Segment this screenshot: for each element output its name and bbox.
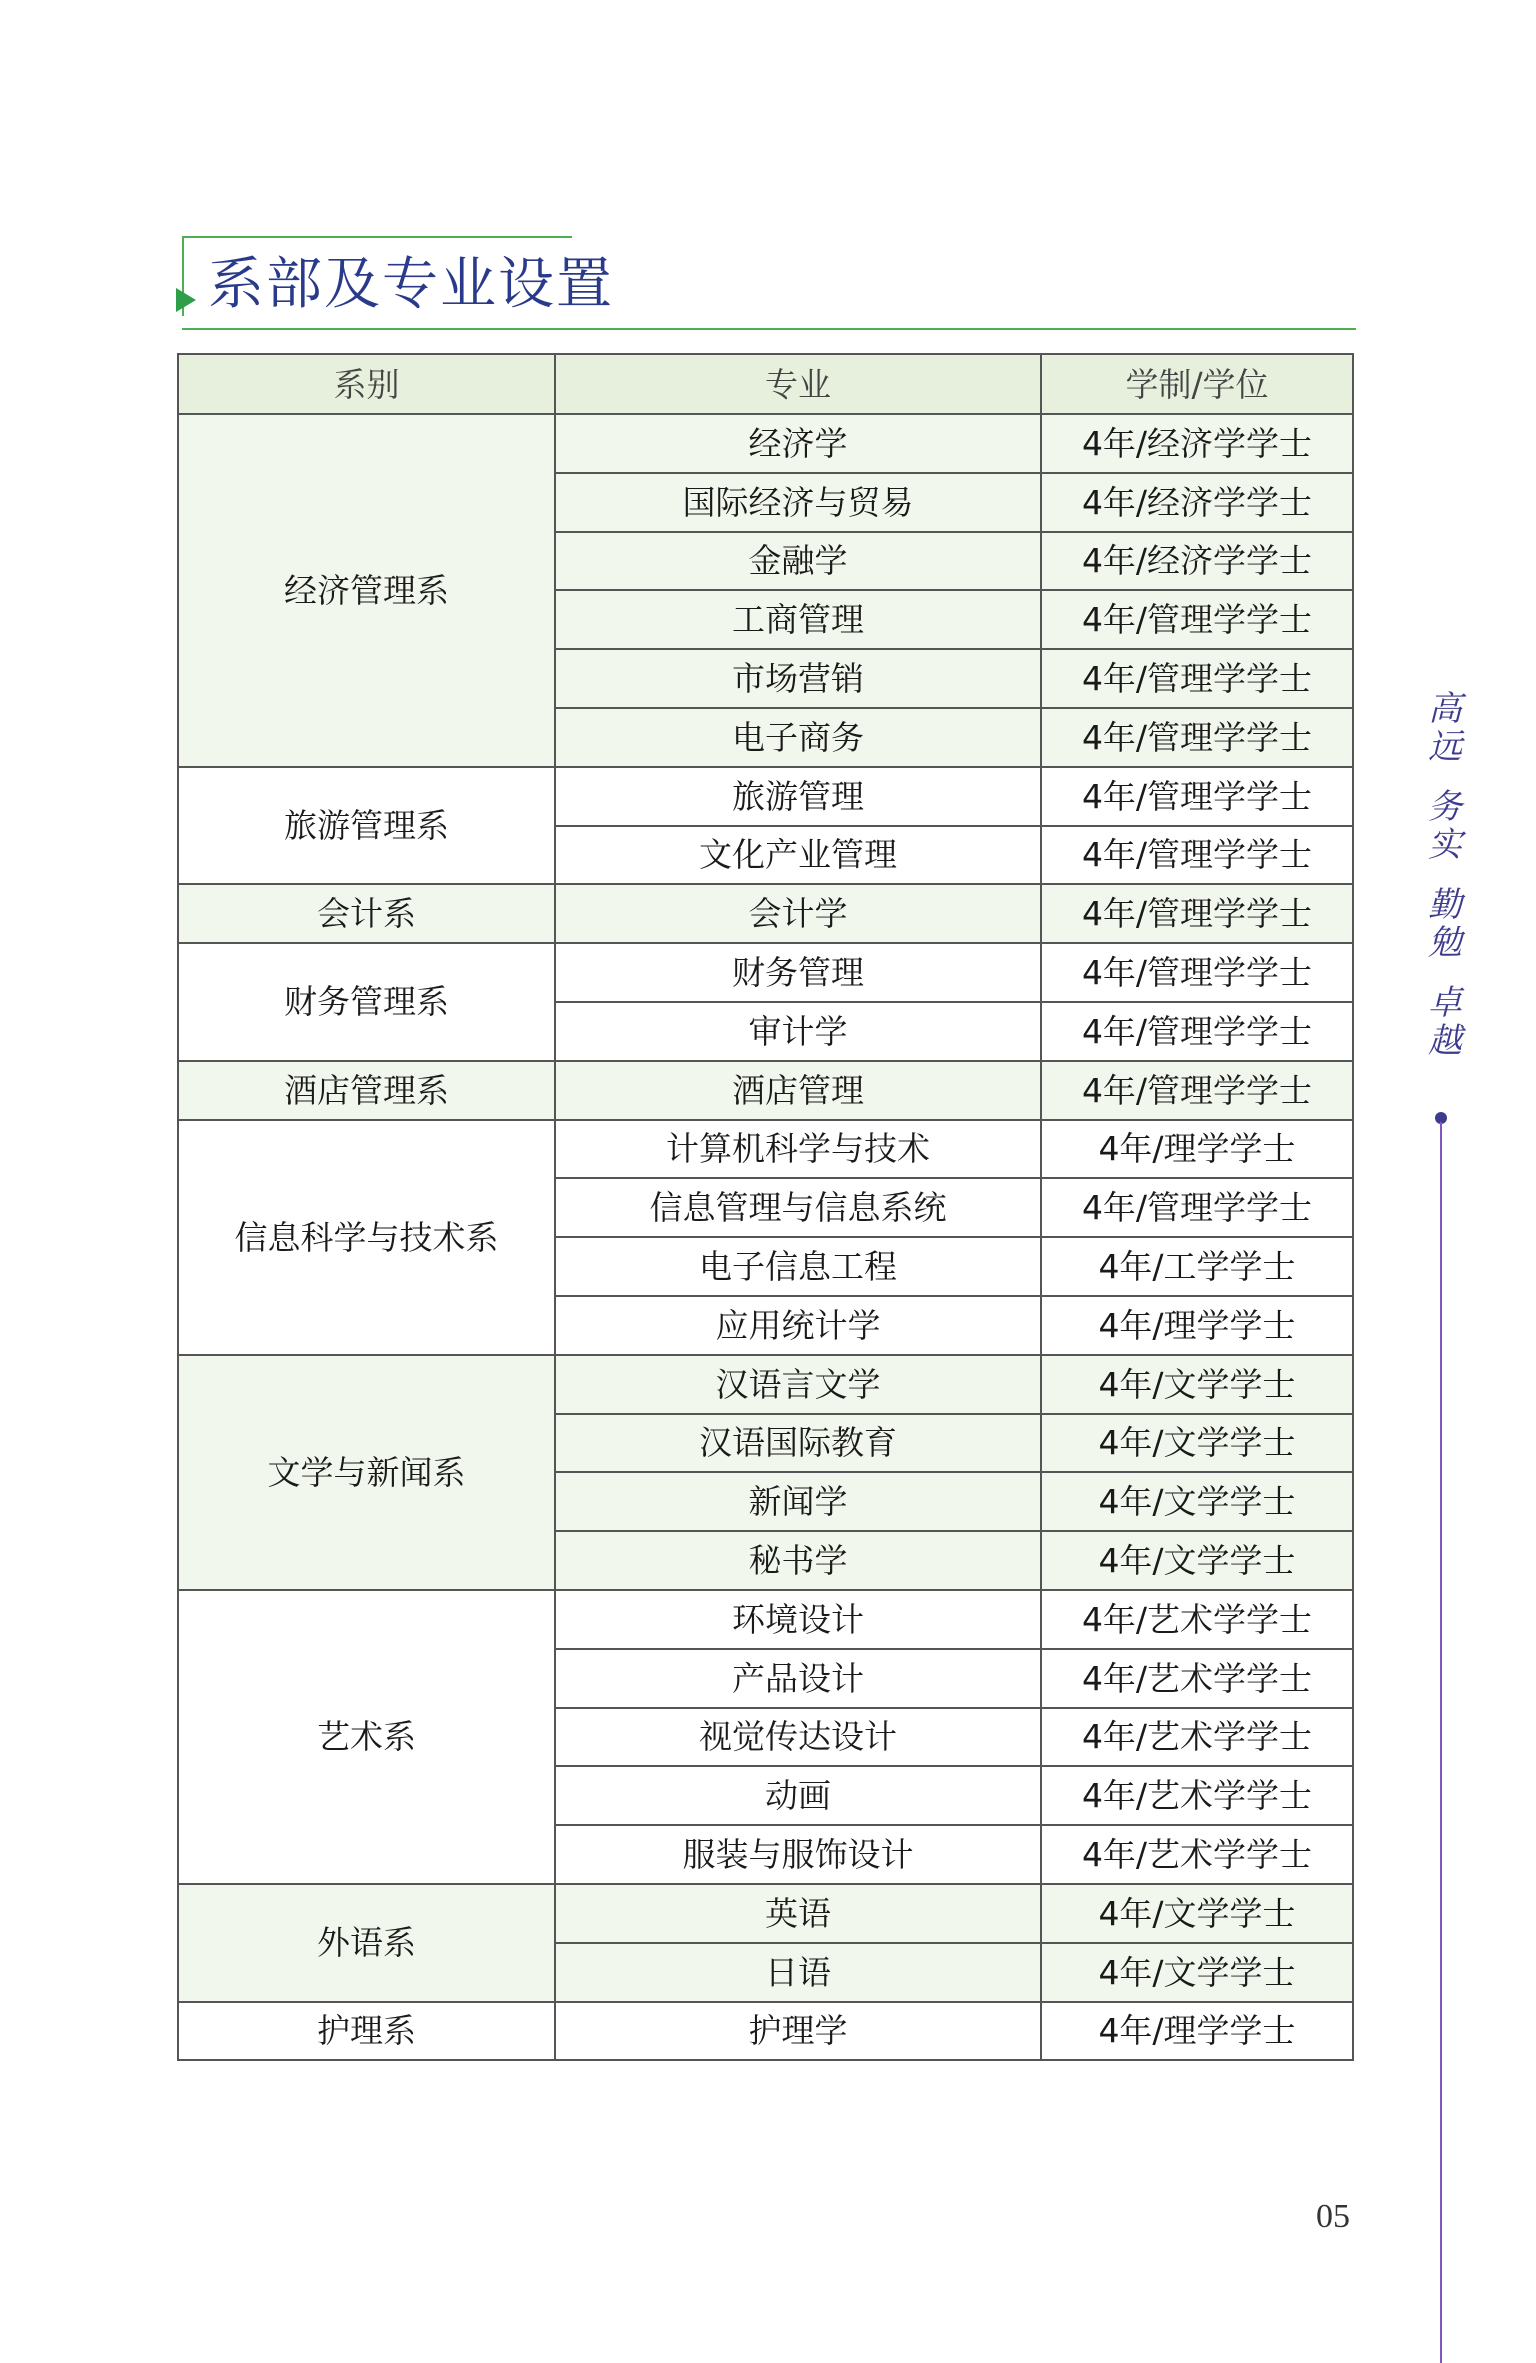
- degree-cell: 4年/管理学学士: [1041, 1178, 1353, 1237]
- major-cell: 汉语国际教育: [555, 1414, 1041, 1473]
- major-cell: 工商管理: [555, 590, 1041, 649]
- degree-cell: 4年/艺术学学士: [1041, 1825, 1353, 1884]
- majors-table: [177, 353, 1354, 2061]
- table-row: [178, 1061, 1353, 1120]
- degree-cell: 4年/管理学学士: [1041, 1061, 1353, 1120]
- dept-cell: 艺术系: [178, 1590, 555, 1884]
- major-cell: 审计学: [555, 1002, 1041, 1061]
- degree-cell: 4年/经济学学士: [1041, 414, 1353, 473]
- degree-cell: 4年/管理学学士: [1041, 943, 1353, 1002]
- major-cell: 护理学: [555, 2002, 1041, 2061]
- degree-cell: 4年/管理学学士: [1041, 649, 1353, 708]
- table-row: [178, 1355, 1353, 1414]
- major-cell: 计算机科学与技术: [555, 1120, 1041, 1179]
- major-cell: 英语: [555, 1884, 1041, 1943]
- degree-cell: 4年/管理学学士: [1041, 1002, 1353, 1061]
- degree-cell: 4年/艺术学学士: [1041, 1590, 1353, 1649]
- major-cell: 产品设计: [555, 1649, 1041, 1708]
- header-degree: 学制/学位: [1041, 354, 1353, 414]
- major-cell: 信息管理与信息系统: [555, 1178, 1041, 1237]
- dept-cell: 酒店管理系: [178, 1061, 555, 1120]
- major-cell: 金融学: [555, 532, 1041, 591]
- header-dept: 系别: [178, 354, 555, 414]
- motto-vertical: [1418, 690, 1466, 1110]
- major-cell: 动画: [555, 1766, 1041, 1825]
- degree-cell: 4年/文学学士: [1041, 1884, 1353, 1943]
- major-cell: 新闻学: [555, 1472, 1041, 1531]
- major-cell: 国际经济与贸易: [555, 473, 1041, 532]
- header-major: 专业: [555, 354, 1041, 414]
- play-arrow-icon: [176, 288, 196, 312]
- degree-cell: 4年/文学学士: [1041, 1355, 1353, 1414]
- degree-cell: 4年/艺术学学士: [1041, 1766, 1353, 1825]
- degree-cell: 4年/理学学士: [1041, 1120, 1353, 1179]
- dept-cell: 文学与新闻系: [178, 1355, 555, 1590]
- dept-cell: 护理系: [178, 2002, 555, 2061]
- table-row: [178, 1120, 1353, 1179]
- table-header-row: [178, 354, 1353, 414]
- page-number: 05: [1316, 2198, 1350, 2235]
- major-cell: 秘书学: [555, 1531, 1041, 1590]
- degree-cell: 4年/管理学学士: [1041, 767, 1353, 826]
- major-cell: 财务管理: [555, 943, 1041, 1002]
- degree-cell: 4年/文学学士: [1041, 1943, 1353, 2002]
- degree-cell: 4年/管理学学士: [1041, 884, 1353, 943]
- degree-cell: 4年/管理学学士: [1041, 826, 1353, 885]
- motto-word: 务实: [1421, 788, 1462, 864]
- degree-cell: 4年/工学学士: [1041, 1237, 1353, 1296]
- degree-cell: 4年/经济学学士: [1041, 473, 1353, 532]
- major-cell: 环境设计: [555, 1590, 1041, 1649]
- degree-cell: 4年/经济学学士: [1041, 532, 1353, 591]
- dept-cell: 会计系: [178, 884, 555, 943]
- dept-cell: 外语系: [178, 1884, 555, 2002]
- table-row: [178, 414, 1353, 473]
- degree-cell: 4年/管理学学士: [1041, 708, 1353, 767]
- major-cell: 会计学: [555, 884, 1041, 943]
- major-cell: 电子信息工程: [555, 1237, 1041, 1296]
- table-row: [178, 767, 1353, 826]
- title-bracket-top: [182, 236, 572, 238]
- dept-cell: 财务管理系: [178, 943, 555, 1061]
- table-row: [178, 943, 1353, 1002]
- major-cell: 经济学: [555, 414, 1041, 473]
- degree-cell: 4年/理学学士: [1041, 2002, 1353, 2061]
- table-row: [178, 1590, 1353, 1649]
- major-cell: 文化产业管理: [555, 826, 1041, 885]
- major-cell: 酒店管理: [555, 1061, 1041, 1120]
- section-title-block: [172, 232, 1356, 332]
- degree-cell: 4年/艺术学学士: [1041, 1708, 1353, 1767]
- dept-cell: 信息科学与技术系: [178, 1120, 555, 1355]
- table-row: [178, 1884, 1353, 1943]
- degree-cell: 4年/文学学士: [1041, 1472, 1353, 1531]
- degree-cell: 4年/文学学士: [1041, 1531, 1353, 1590]
- major-cell: 电子商务: [555, 708, 1041, 767]
- page-title: 系部及专业设置: [208, 252, 614, 317]
- degree-cell: 4年/文学学士: [1041, 1414, 1353, 1473]
- title-underline: [182, 328, 1356, 330]
- major-cell: 市场营销: [555, 649, 1041, 708]
- major-cell: 旅游管理: [555, 767, 1041, 826]
- degree-cell: 4年/理学学士: [1041, 1296, 1353, 1355]
- table-row: [178, 2002, 1353, 2061]
- major-cell: 汉语言文学: [555, 1355, 1041, 1414]
- dept-cell: 经济管理系: [178, 414, 555, 767]
- major-cell: 视觉传达设计: [555, 1708, 1041, 1767]
- degree-cell: 4年/管理学学士: [1041, 590, 1353, 649]
- dept-cell: 旅游管理系: [178, 767, 555, 885]
- margin-vertical-line: [1440, 1122, 1442, 2363]
- table-row: [178, 884, 1353, 943]
- motto-word: 高远: [1421, 690, 1462, 766]
- motto-word: 勤勉: [1421, 886, 1462, 962]
- degree-cell: 4年/艺术学学士: [1041, 1649, 1353, 1708]
- major-cell: 日语: [555, 1943, 1041, 2002]
- motto-word: 卓越: [1421, 984, 1462, 1060]
- major-cell: 应用统计学: [555, 1296, 1041, 1355]
- major-cell: 服装与服饰设计: [555, 1825, 1041, 1884]
